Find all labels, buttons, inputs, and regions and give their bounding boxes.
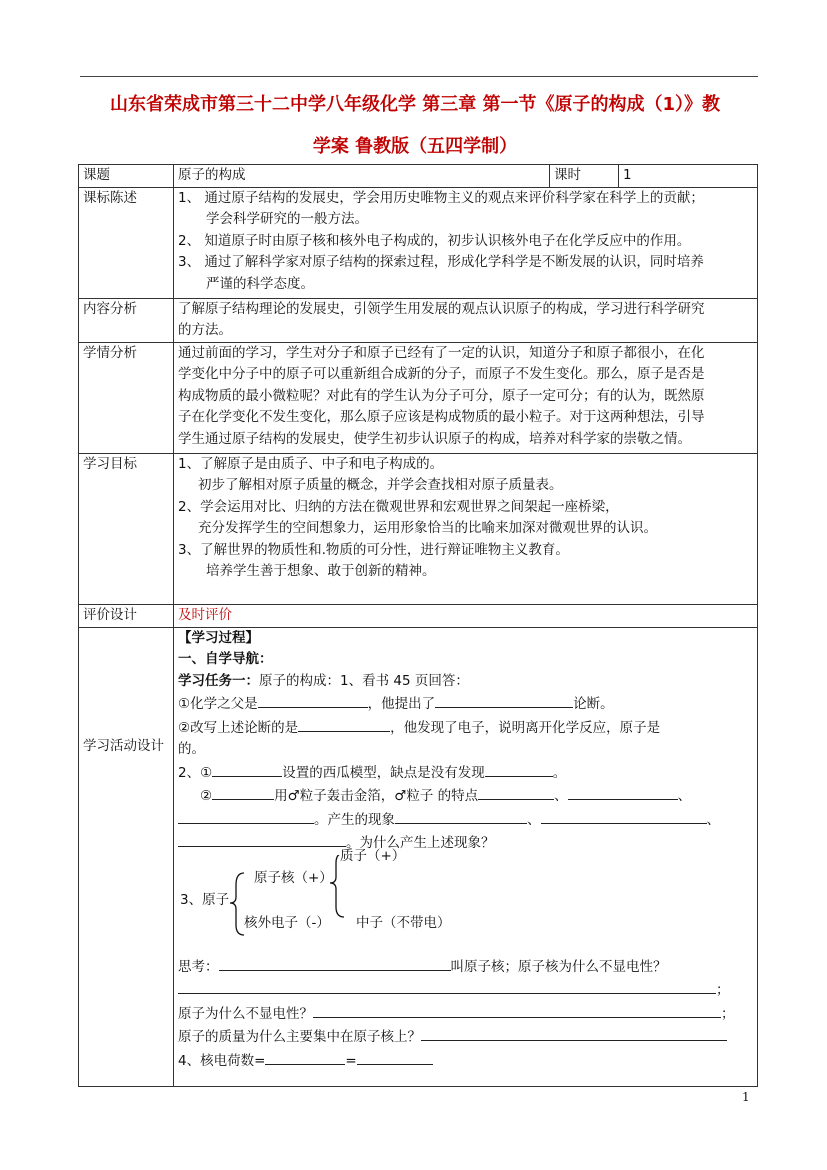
learner-line: 构成物质的最小微粒呢？对此有的学生认为分子可分，原子一定可分；有的认为，既然原 xyxy=(178,387,705,404)
answer-blank[interactable] xyxy=(178,831,346,847)
answer-blank[interactable] xyxy=(435,692,573,708)
task-label: 学习任务一： xyxy=(178,672,259,689)
question-text: ①化学之父是 xyxy=(178,696,258,712)
period-value: 1 xyxy=(619,165,758,188)
answer-blank[interactable] xyxy=(478,784,554,800)
answer-blank[interactable] xyxy=(485,761,553,777)
question-text: 原子的质量为什么主要集中在原子核上？ xyxy=(178,1029,421,1045)
question-text: 的。 xyxy=(178,741,205,757)
task-text: 原子的构成：1、看书 45 页回答： xyxy=(259,672,469,689)
answer-blank[interactable] xyxy=(265,1049,345,1065)
goal-line: 1、了解原子是由质子、中子和电子构成的。 xyxy=(178,455,444,472)
standards-cell xyxy=(174,187,758,298)
question-text: 2、① xyxy=(178,764,213,781)
goal-line: 2、学会运用对比、归纳的方法在微观世界和宏观世界之间架起一座桥梁， xyxy=(178,498,619,515)
answer-blank[interactable] xyxy=(421,1025,727,1041)
question-text: 、 xyxy=(527,811,541,828)
atom-structure-diagram xyxy=(178,847,753,955)
goal-line: 初步了解相对原子质量的概念，并学会查找相对原子质量表。 xyxy=(198,477,563,493)
question-text: ②改写上述论断的是 xyxy=(178,719,299,736)
standards-line: 学会科学研究的一般方法。 xyxy=(206,211,368,227)
question-text: 叫原子核；原子核为什么不显电性？ xyxy=(450,958,667,975)
question-text: ，他发现了电子，说明离开化学反应，原子是 xyxy=(390,719,661,736)
nucleus-label: 原子核（+） xyxy=(254,869,333,886)
answer-blank[interactable] xyxy=(568,784,678,800)
standards-line: 严谨的科学态度。 xyxy=(206,275,314,292)
neutron-label: 中子（不带电） xyxy=(356,914,451,931)
answer-blank[interactable] xyxy=(178,808,314,824)
atom-label: 3、原子 xyxy=(180,891,230,908)
answer-blank[interactable] xyxy=(219,955,451,971)
question-text: ② xyxy=(200,788,213,804)
topic-label: 课题 xyxy=(79,165,174,188)
question-text: 。为什么产生上述现象？ xyxy=(346,835,495,851)
answer-blank[interactable] xyxy=(541,808,707,824)
question-text: 思考： xyxy=(178,958,219,975)
question-text: 用♂粒子轰击金箔，♂粒子 的特点 xyxy=(274,788,479,804)
document-title-line2: 学案 鲁教版（五四学制） xyxy=(312,136,518,157)
standards-line: 2、 知道原子时由原子核和核外电子构成的，初步认识核外电子在化学反应中的作用。 xyxy=(178,232,691,249)
content-line: 了解原子结构理论的发展史，引领学生用发展的观点认识原子的构成，学习进行科学研究 xyxy=(178,300,705,317)
learner-label: 学情分析 xyxy=(79,342,174,453)
eval-label: 评价设计 xyxy=(79,604,174,627)
section-heading: 一、自学导航： xyxy=(178,651,273,667)
goal-line: 培养学生善于想象、敢于创新的精神。 xyxy=(206,563,436,579)
answer-blank[interactable] xyxy=(178,978,716,994)
answer-blank[interactable] xyxy=(357,1049,433,1065)
question-text: 、 xyxy=(554,788,568,804)
lesson-plan-table xyxy=(78,164,758,1087)
question-text: 、 xyxy=(706,811,720,828)
question-text: 4、核电荷数= xyxy=(178,1052,266,1069)
standards-label: 课标陈述 xyxy=(79,187,174,298)
header-rule xyxy=(80,76,758,77)
question-text: 原子为什么不显电性？ xyxy=(178,1005,313,1022)
topic-value: 原子的构成 xyxy=(174,165,550,188)
eval-value: 及时评价 xyxy=(174,604,758,627)
question-text: 设置的西瓜模型，缺点是没有发现 xyxy=(282,764,485,781)
learner-line: 通过前面的学习，学生对分子和原子已经有了一定的认识，知道分子和原子都很小，在化 xyxy=(178,344,705,361)
question-text: ； xyxy=(721,1005,735,1022)
process-title: 【学习过程】 xyxy=(178,629,259,646)
learner-line: 学变化中分子中的原子可以重新组合成新的分子，而原子不发生变化。那么，原子是否是 xyxy=(178,366,705,382)
question-text: ，他提出了 xyxy=(367,696,436,712)
learner-line: 子在化学变化不发生变化，那么原子应该是构成物质的最小粒子。对于这两种想法，引导 xyxy=(178,409,705,425)
goals-cell xyxy=(174,453,758,604)
question-text: ； xyxy=(716,982,730,998)
page-number: 1 xyxy=(742,1090,750,1104)
goal-line: 充分发挥学生的空间想象力，运用形象恰当的比喻来加深对微观世界的认识。 xyxy=(198,520,657,536)
learner-line: 学生通过原子结构的发展史，使学生初步认识原子的构成，培养对科学家的崇敬之情。 xyxy=(178,430,691,447)
answer-blank[interactable] xyxy=(395,808,527,824)
document-title-line1: 山东省荣成市第三十二中学八年级化学 第三章 第一节《原子的构成（1）》教 xyxy=(109,94,721,115)
activity-label: 学习活动设计 xyxy=(79,627,174,1086)
question-text: 论断。 xyxy=(573,696,614,712)
answer-blank[interactable] xyxy=(212,761,282,777)
answer-blank[interactable] xyxy=(298,716,390,732)
period-label: 课时 xyxy=(550,165,619,188)
answer-blank[interactable] xyxy=(313,1002,721,1018)
goal-line: 3、了解世界的物质性和.物质的可分性，进行辩证唯物主义教育。 xyxy=(178,541,569,558)
answer-blank[interactable] xyxy=(258,692,368,708)
question-text: 、 xyxy=(677,788,692,804)
answer-blank[interactable] xyxy=(212,784,274,800)
content-cell xyxy=(174,298,758,342)
question-text: 。 xyxy=(552,764,567,781)
question-text: 。产生的现象 xyxy=(314,811,395,828)
electron-label: 核外电子（-） xyxy=(244,914,330,931)
standards-line: 1、 通过原子结构的发展史，学会用历史唯物主义的观点来评价科学家在科学上的贡献； xyxy=(178,189,704,206)
learner-cell xyxy=(174,342,758,453)
proton-label: 质子（+） xyxy=(340,847,406,864)
question-text: = xyxy=(345,1052,357,1069)
content-label: 内容分析 xyxy=(79,298,174,342)
activity-cell xyxy=(174,627,758,1086)
content-line: 的方法。 xyxy=(178,322,232,338)
standards-line: 3、 通过了解科学家对原子结构的探索过程，形成化学科学是不断发展的认识，同时培养 xyxy=(178,254,704,270)
goals-label: 学习目标 xyxy=(79,453,174,604)
